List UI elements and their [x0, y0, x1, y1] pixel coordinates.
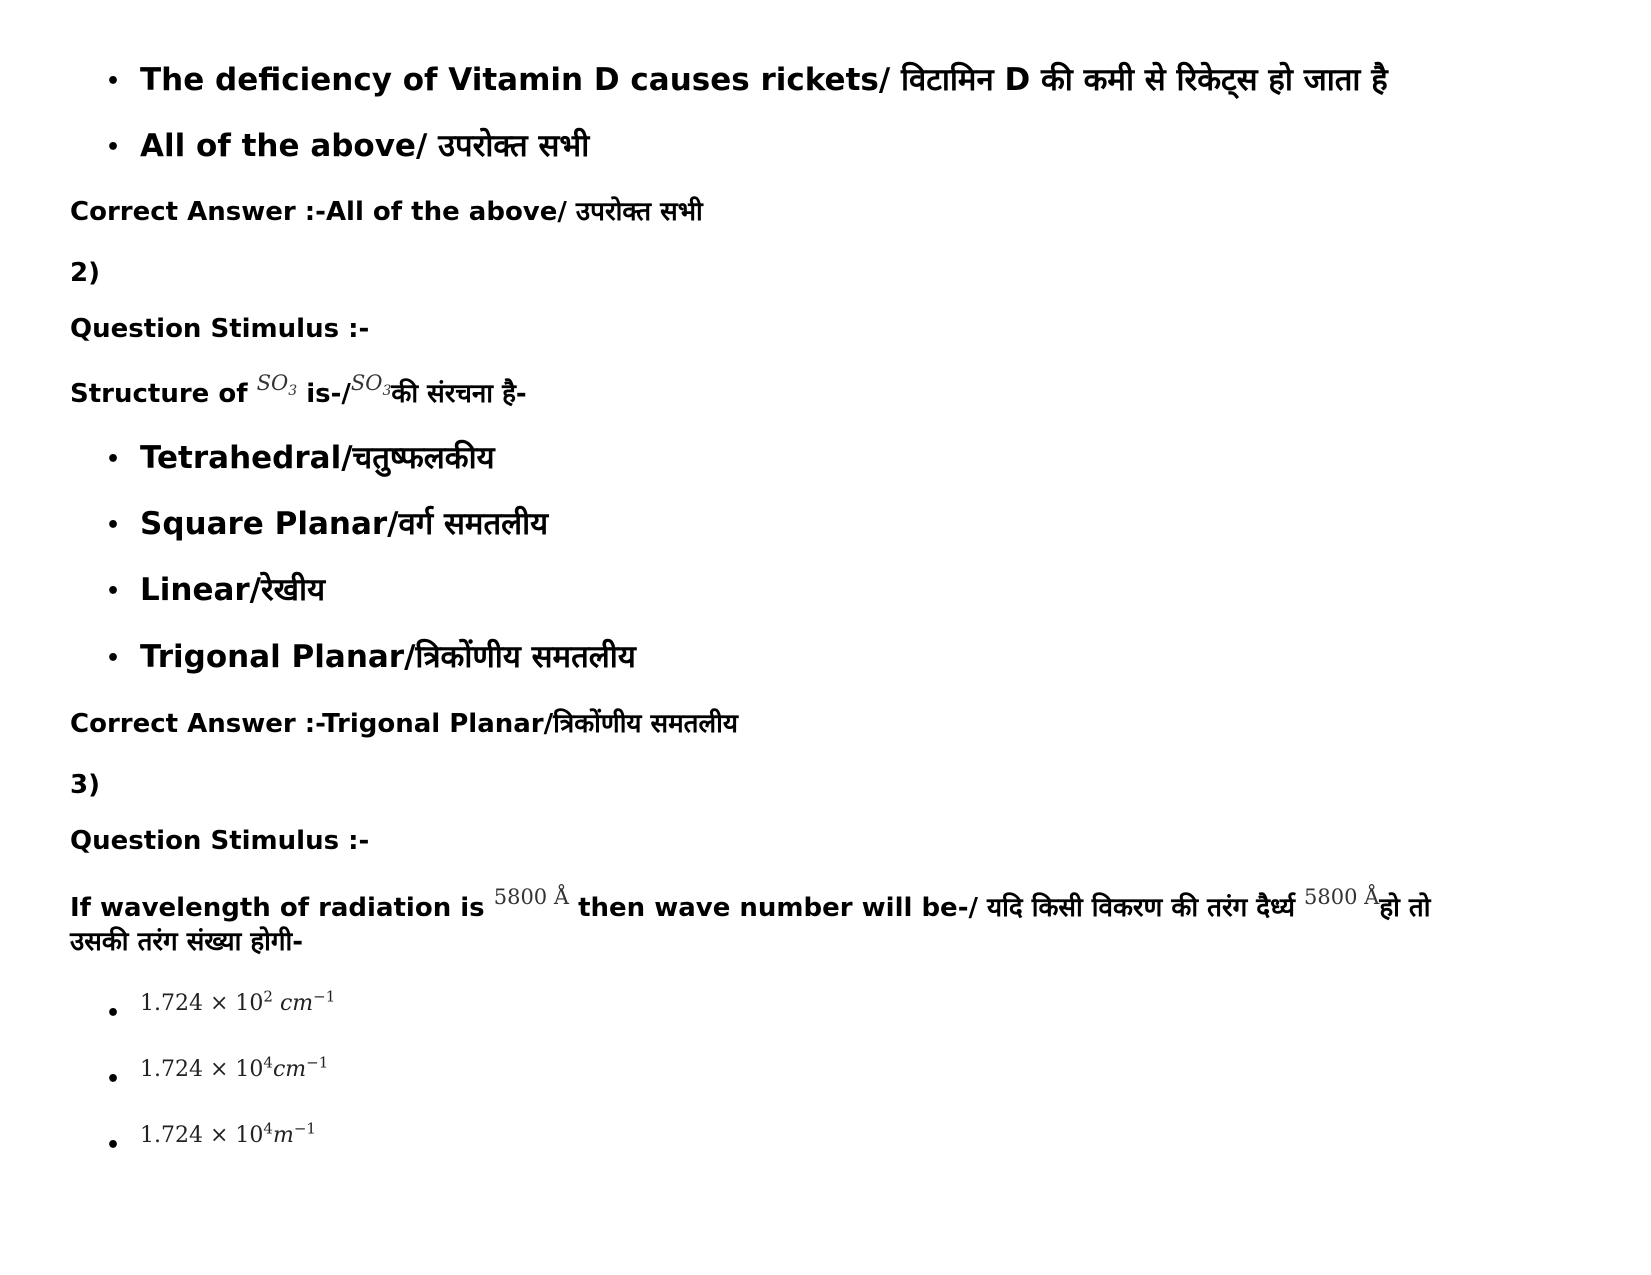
q3-wavelength-2: 5800 Å: [1304, 885, 1380, 909]
q3-stimulus-part2: then wave number will be-/ यदि किसी विकरण की तरंग दैर्ध्य: [578, 893, 1295, 923]
bullet: •: [106, 1067, 121, 1092]
bullet: •: [106, 447, 121, 472]
q2-option-2-text: Square Planar/वर्ग समतलीय: [140, 506, 549, 542]
q3-stimulus-line2: उसकी तरंग संख्या होगी-: [70, 927, 304, 957]
q2-stimulus: [70, 371, 527, 410]
q2-formula-1: SO3: [256, 371, 298, 399]
bullet: •: [106, 646, 121, 671]
q2-correct-answer: Correct Answer :-Trigonal Planar/त्रिकोंणीय समतलीय: [70, 709, 738, 739]
bullet: •: [106, 69, 121, 94]
q3-stimulus-part3: हो तो: [1379, 893, 1431, 923]
q1-option-1: [106, 58, 1388, 100]
q1-correct-answer: Correct Answer :-All of the above/ उपरोक्त सभी: [70, 197, 703, 227]
q3-stimulus-part1: If wavelength of radiation is: [70, 893, 485, 923]
q1-option-2-text: All of the above/ उपरोक्त सभी: [140, 128, 590, 164]
q2-stimulus-label: Question Stimulus :-: [70, 314, 370, 344]
bullet: •: [106, 513, 121, 538]
q2-number: 2): [70, 258, 100, 288]
q2-option-3: [106, 568, 325, 610]
bullet: •: [106, 1001, 121, 1026]
q2-formula-2: SO3: [350, 371, 392, 399]
bullet: •: [106, 135, 121, 160]
q3-option-3: [106, 1114, 316, 1158]
q2-option-2: [106, 502, 548, 544]
q2-stimulus-prefix: Structure of: [70, 379, 248, 409]
q3-option-2: [106, 1048, 328, 1092]
q2-stimulus-suffix: की संरचना है-: [391, 379, 527, 409]
q2-option-3-text: Linear/रेखीय: [140, 572, 326, 608]
q3-option-1-formula: $1.724 \times 10^2$ $cm^{-1}$: [140, 987, 336, 1016]
q1-option-1-text: The deficiency of Vitamin D causes rickets/ विटामिन D की कमी से रिकेट्स हो जाता है: [140, 62, 1388, 98]
bullet: •: [106, 1133, 121, 1158]
q3-option-3-formula: $1.724 \times 10^4m^{-1}$: [140, 1119, 316, 1148]
q2-option-4-text: Trigonal Planar/त्रिकोंणीय समतलीय: [140, 639, 636, 675]
q3-option-1: [106, 982, 335, 1026]
q1-option-2: [106, 124, 589, 166]
q3-number: 3): [70, 770, 100, 800]
bullet: •: [106, 579, 121, 604]
q3-stimulus-label: Question Stimulus :-: [70, 826, 370, 856]
q2-stimulus-mid: is-/: [306, 379, 351, 409]
q3-wavelength-1: 5800 Å: [493, 885, 570, 909]
q2-option-1: [106, 436, 495, 478]
q3-stimulus-line1: [70, 885, 1431, 924]
q3-option-2-formula: $1.724 \times 10^4cm^{-1}$: [140, 1053, 329, 1082]
q2-option-1-text: Tetrahedral/चतुष्फलकीय: [140, 440, 495, 476]
q2-option-4: [106, 635, 636, 677]
